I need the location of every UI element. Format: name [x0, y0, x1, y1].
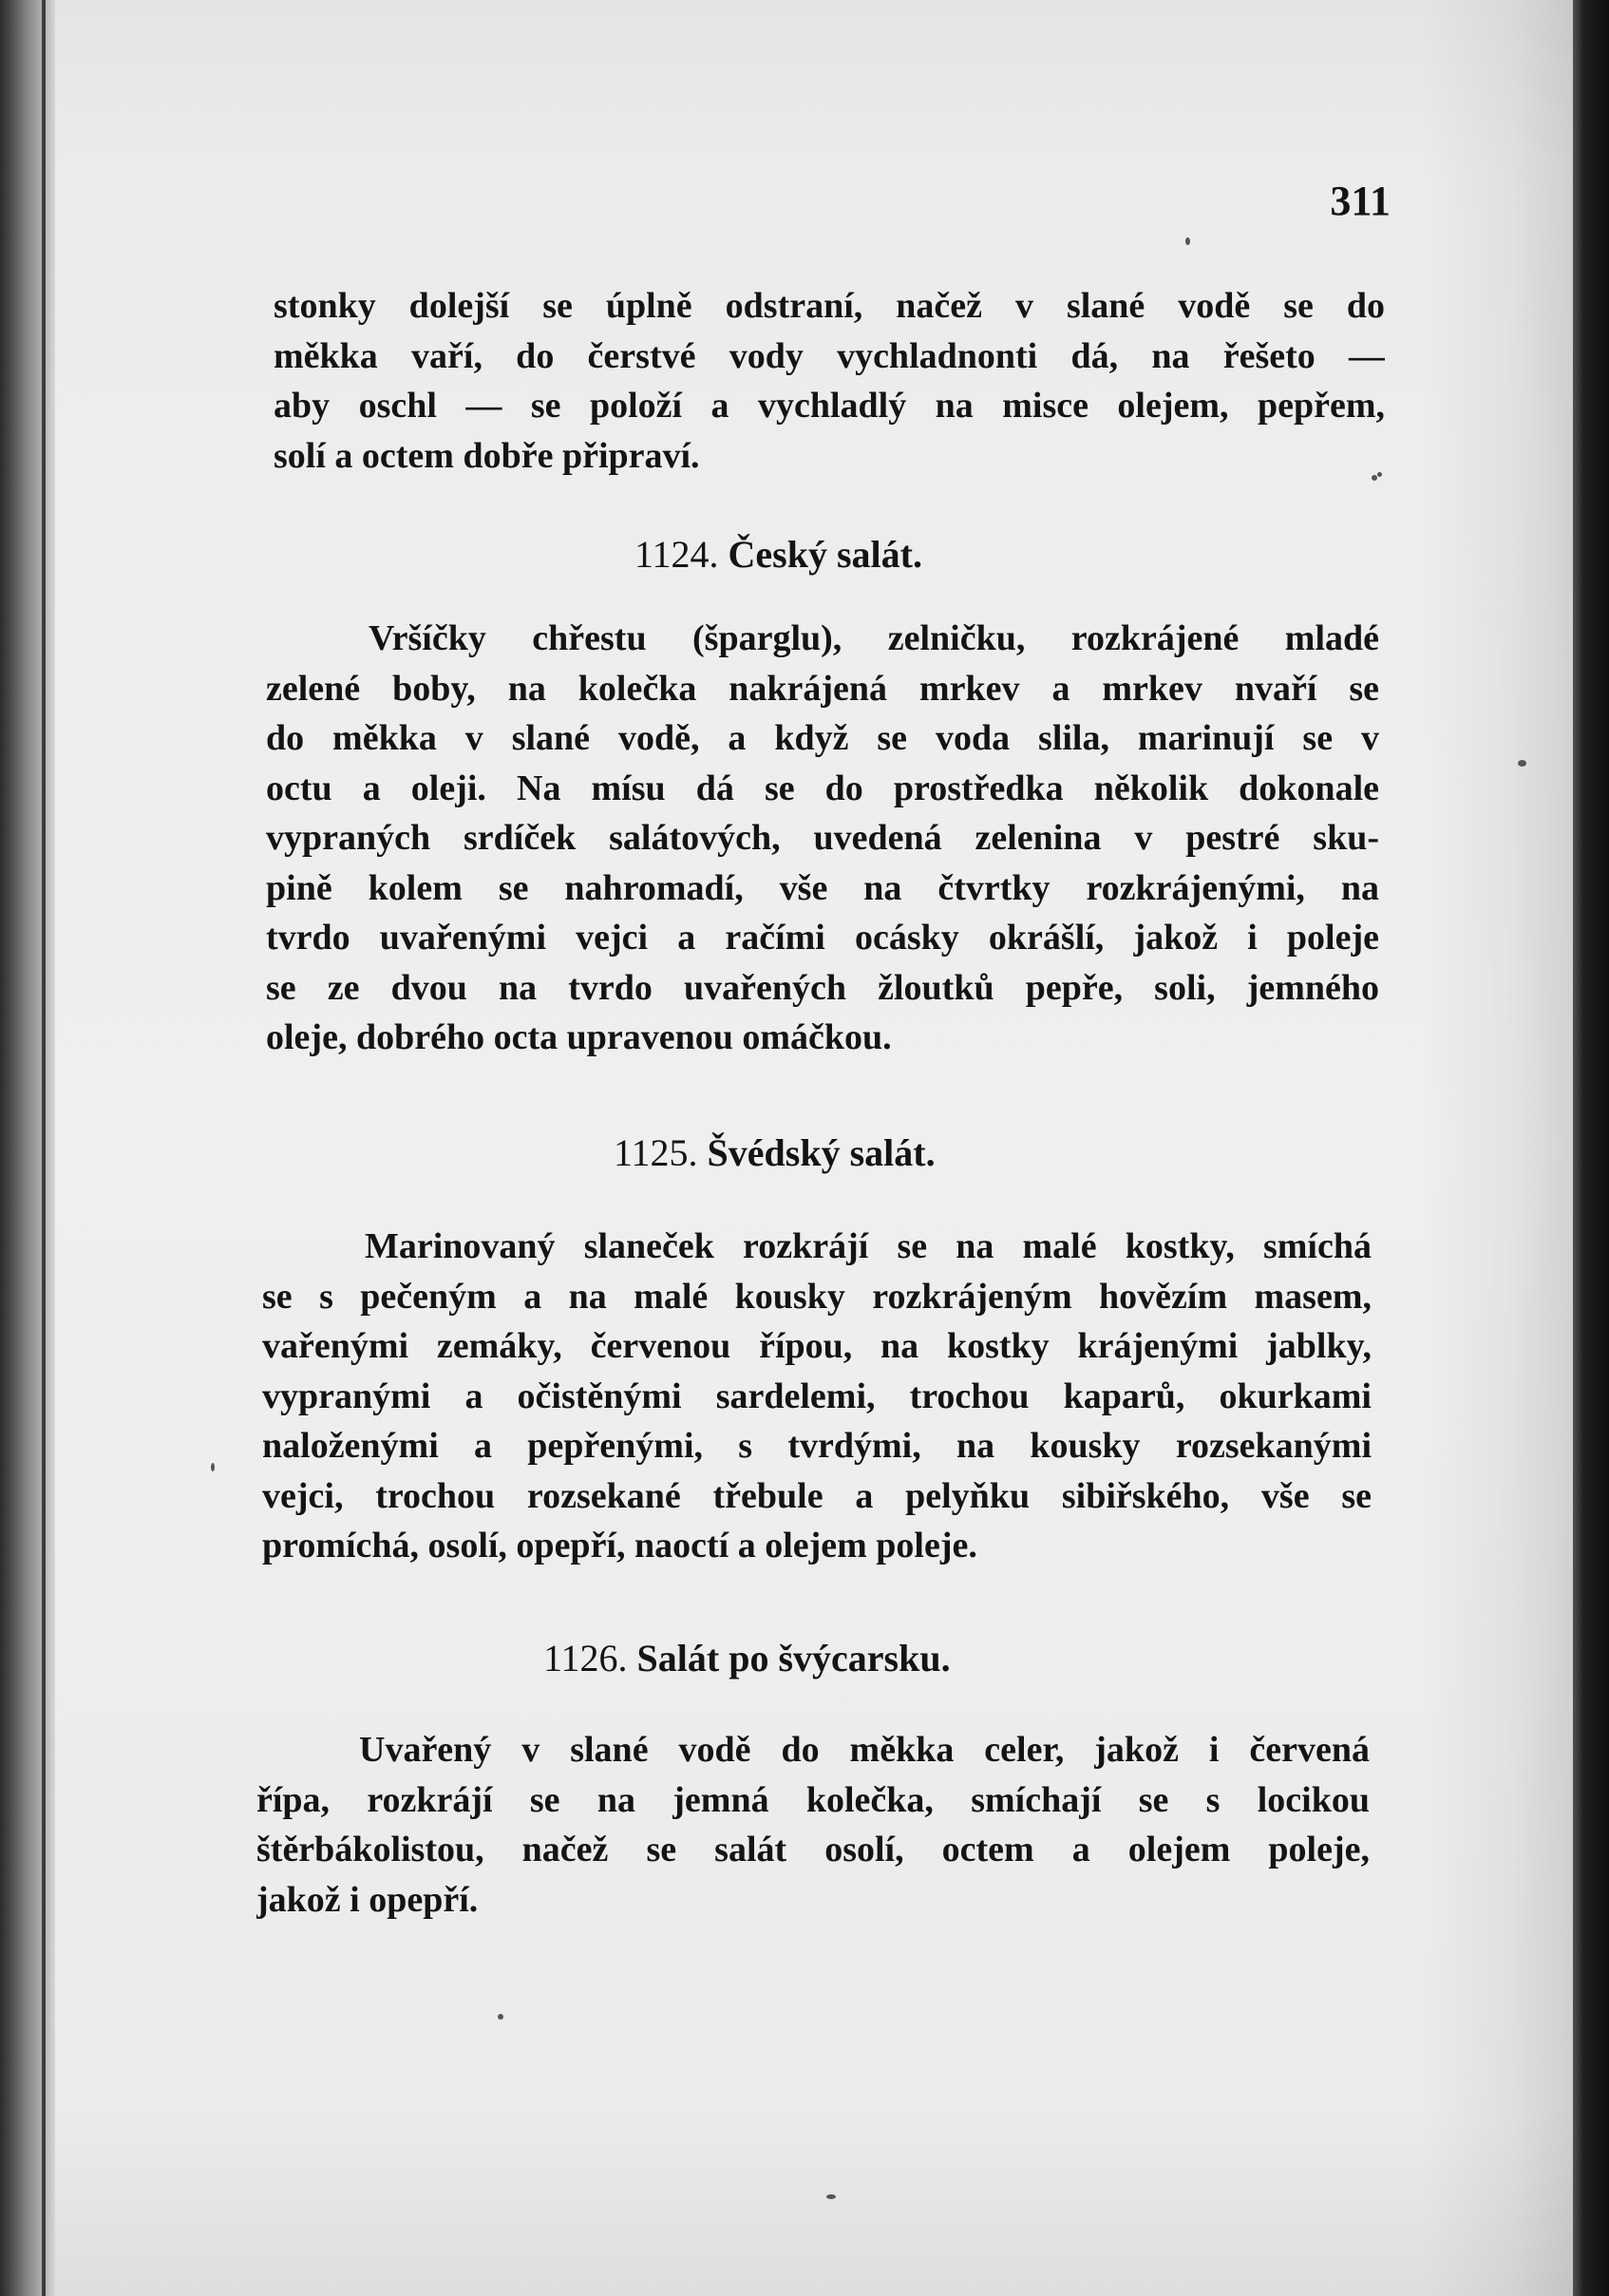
recipe-body-1126: [256, 1725, 1370, 1925]
paragraph-line: zelené boby, na kolečka nakrájená mrkev a mrkev nvaří se: [266, 668, 1379, 709]
paragraph-line: Marinovaný slaneček rozkrájí se na malé kostky, smíchá: [365, 1226, 1372, 1266]
paragraph-line: oleje, dobrého octa upravenou omáčkou.: [266, 1017, 892, 1057]
paragraph-line: se ze dvou na tvrdo uvařených žloutků pepře, soli, jemného: [266, 967, 1379, 1008]
recipe-title: Český salát.: [728, 533, 922, 576]
scan-speck: [211, 1463, 215, 1471]
paragraph-line: naloženými a pepřenými, s tvrdými, na kousky rozsekanými: [262, 1426, 1372, 1466]
binding-gutter-line: [42, 0, 46, 2296]
paragraph-line: vypranými a očistěnými sardelemi, trochou kaparů, okurkami: [262, 1376, 1372, 1416]
scan-speck: [826, 2194, 836, 2199]
recipe-body-1125: [262, 1222, 1372, 1571]
paragraph-line: aby oschl — se položí a vychladlý na misce olejem, pepřem,: [274, 386, 1385, 426]
scan-speck: [1518, 760, 1526, 767]
recipe-heading-1126: [543, 1637, 951, 1679]
recipe-title: Švédský salát.: [707, 1131, 936, 1174]
page-number: 311: [1330, 178, 1391, 224]
recipe-heading-1125: [614, 1131, 936, 1174]
paragraph-line: pině kolem se nahromadí, vše na čtvrtky rozkrájenými, na: [266, 867, 1379, 908]
paragraph-line: octu a oleji. Na mísu dá se do prostředka několik dokonale: [266, 768, 1379, 808]
right-page-edge: [1573, 0, 1609, 2296]
paragraph-line: promíchá, osolí, opepří, naoctí a olejem poleje.: [262, 1526, 977, 1565]
paragraph-line: solí a octem dobře připraví.: [274, 435, 700, 476]
paragraph-line: Vršíčky chřestu (šparglu), zelničku, rozkrájené mladé: [369, 618, 1379, 658]
paragraph-line: Uvařený v slané vodě do měkka celer, jakož i červená: [359, 1730, 1370, 1770]
recipe-heading-1124: [634, 533, 922, 576]
recipe-body-1124: [266, 614, 1379, 1063]
paragraph-line: štěrbákolistou, načež se salát osolí, octem a olejem poleje,: [256, 1830, 1370, 1869]
paragraph-line: řípa, rozkrájí se na jemná kolečka, smíchají se s locikou: [256, 1779, 1370, 1820]
paragraph-line: se s pečeným a na malé kousky rozkrájeným hovězím masem,: [262, 1276, 1372, 1317]
recipe-title: Salát po švýcarsku.: [636, 1637, 951, 1679]
recipe-number: 1125.: [614, 1131, 698, 1174]
recipe-number: 1124.: [634, 533, 719, 576]
paragraph-line: jakož i opepří.: [256, 1879, 479, 1920]
scan-speck: [1185, 237, 1190, 245]
left-page-edge: [0, 0, 55, 2296]
paragraph-line: vejci, trochou rozsekané třebule a pelyňku sibiřského, vše se: [262, 1475, 1372, 1516]
paragraph-line: stonky dolejší se úplně odstraní, načež v slané vodě se do: [274, 286, 1385, 326]
paragraph-line: měkka vaří, do čerstvé vody vychladnonti dá, na řešeto —: [274, 335, 1385, 376]
paragraph-line: tvrdo uvařenými vejci a račími ocásky okrášlí, jakož i poleje: [266, 918, 1379, 958]
paragraph-line: do měkka v slané vodě, a když se voda slila, marinují se v: [266, 718, 1379, 758]
paragraph-line: vypraných srdíček salátových, uvedená zelenina v pestré sku-: [266, 818, 1379, 858]
intro-paragraph: [274, 281, 1385, 481]
recipe-number: 1126.: [543, 1637, 628, 1679]
scan-speck: [498, 2014, 503, 2020]
paragraph-line: vařenými zemáky, červenou řípou, na kostky krájenými jablky,: [262, 1326, 1372, 1366]
